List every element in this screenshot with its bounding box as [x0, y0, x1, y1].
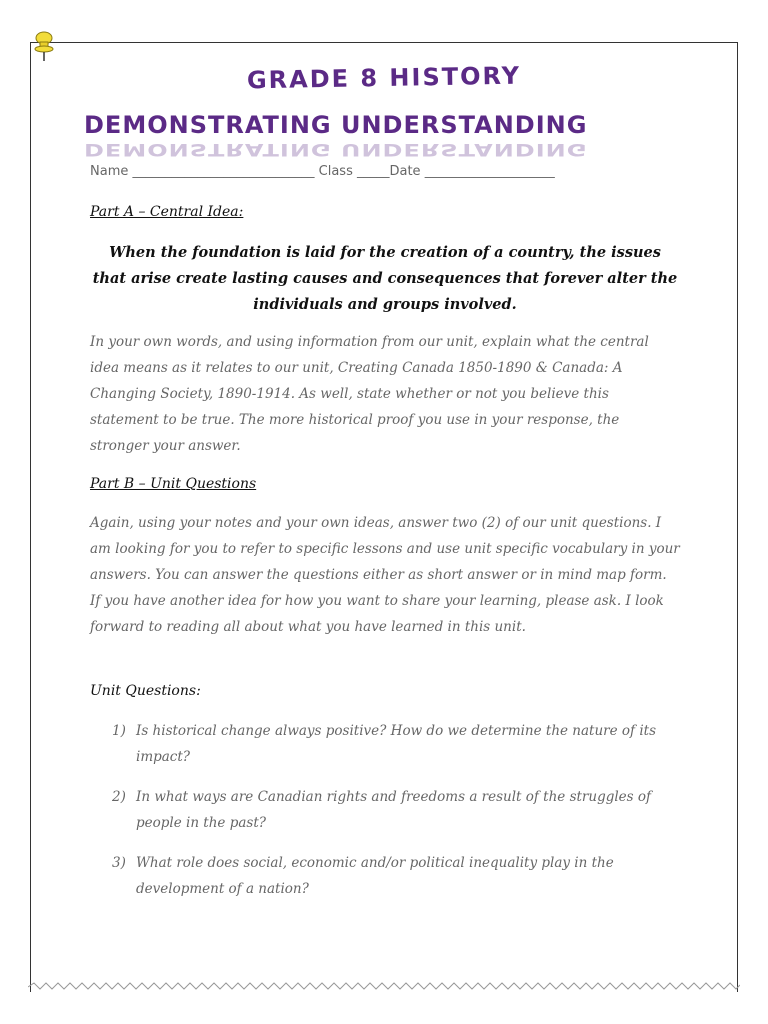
central-idea-statement: When the foundation is laid for the creation of a country, the issues that arise create lasting causes and consequences that forever alter the individuals and groups involved.	[92, 244, 678, 313]
question-number: 1)	[112, 723, 126, 739]
student-info-line	[90, 164, 690, 179]
subtitle-block	[84, 110, 704, 168]
page-title: GRADE 8 HISTORY	[246, 61, 522, 95]
question-text: In what ways are Canadian rights and freedoms a result of the struggles of people in the past?	[136, 789, 652, 831]
part-b-heading: Part B – Unit Questions	[90, 476, 257, 492]
part-a-section	[90, 204, 680, 220]
question-number: 2)	[112, 789, 126, 805]
part-b-section	[90, 476, 680, 492]
list-item	[112, 850, 682, 902]
part-b-instructions-block	[90, 510, 680, 640]
part-a-instructions-block	[90, 329, 680, 459]
class-field[interactable]: _____	[356, 164, 390, 179]
part-a-heading: Part A – Central Idea:	[90, 204, 244, 220]
pushpin-icon	[30, 30, 58, 62]
unit-questions-list	[112, 718, 682, 916]
page-subtitle: DEMONSTRATING UNDERSTANDING	[84, 111, 588, 139]
page-subtitle-reflection: DEMONSTRATING UNDERSTANDING	[84, 139, 588, 160]
question-number: 3)	[112, 855, 126, 871]
list-item	[112, 784, 682, 836]
date-label: Date	[389, 164, 421, 179]
name-label: Name	[90, 164, 129, 179]
question-text: What role does social, economic and/or political inequality play in the development of a nation?	[136, 855, 614, 897]
name-field[interactable]: ____________________________	[132, 164, 315, 179]
class-label: Class	[318, 164, 353, 179]
date-field[interactable]: ____________________	[424, 164, 555, 179]
part-a-instructions: In your own words, and using information from our unit, explain what the central idea means as it relates to our unit, Creating Canada 1850-1890 & Canada: A Changing Society, 1890-1914. As well, state whether or not you believe this statement to be true. The more historical proof you use in your response, the stronger your answer.	[90, 334, 649, 454]
question-text: Is historical change always positive? How do we determine the nature of its impact?	[136, 723, 656, 765]
list-item	[112, 718, 682, 770]
torn-paper-edge	[28, 980, 740, 994]
unit-questions-heading-block	[90, 683, 680, 699]
part-b-instructions: Again, using your notes and your own ideas, answer two (2) of our unit questions. I am looking for you to refer to specific lessons and use unit specific vocabulary in your answers. You can answer the questions either as short answer or in mind map form. If you have another idea for how you want to share your learning, please ask. I look forward to reading all about what you have learned in this unit.	[90, 515, 680, 635]
unit-questions-heading: Unit Questions:	[90, 683, 201, 699]
